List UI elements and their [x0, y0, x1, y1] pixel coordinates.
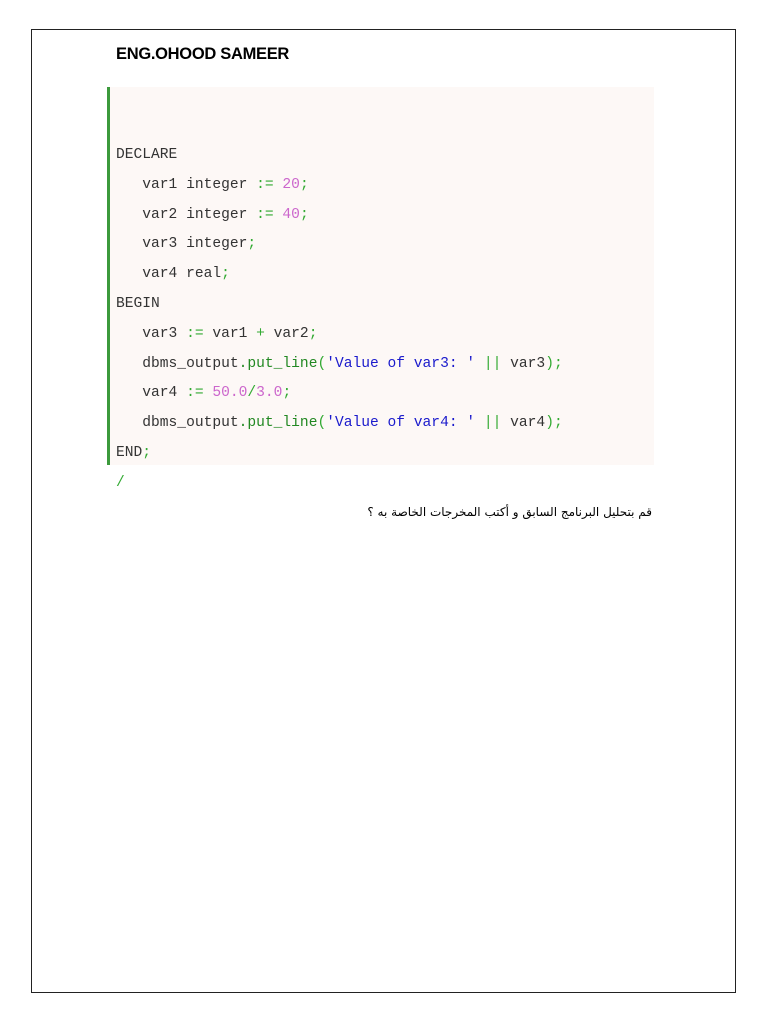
- keyword-end: END: [116, 445, 143, 461]
- semicolon: ;: [553, 415, 563, 431]
- indent: [116, 266, 142, 282]
- identifier: var1: [203, 326, 257, 342]
- code-line-print-var3: [116, 355, 563, 373]
- identifier: var3: [142, 326, 187, 342]
- indent: [116, 177, 142, 193]
- semicolon: ;: [299, 177, 309, 193]
- author-heading: ENG.OHOOD SAMEER: [116, 45, 290, 63]
- identifier: var3: [501, 356, 546, 372]
- string-literal: 'Value of var3: ': [326, 356, 476, 372]
- keyword-declare: DECLARE: [116, 147, 178, 163]
- assign-operator: :=: [186, 326, 204, 342]
- dot: .: [238, 356, 248, 372]
- code-line-print-var4: [116, 414, 563, 432]
- code-line-begin: [116, 295, 160, 313]
- indent: [116, 326, 142, 342]
- semicolon: ;: [247, 236, 257, 252]
- var-declaration: var2 integer: [142, 207, 257, 223]
- indent: [116, 415, 142, 431]
- semicolon: ;: [308, 326, 318, 342]
- var-declaration: var1 integer: [142, 177, 257, 193]
- package-name: dbms_output: [142, 356, 239, 372]
- var-declaration: var3 integer: [142, 236, 248, 252]
- string-literal: 'Value of var4: ': [326, 415, 476, 431]
- code-line-sum: [116, 325, 317, 343]
- semicolon: ;: [221, 266, 230, 282]
- number-literal: 20: [282, 177, 300, 193]
- indent: [116, 207, 142, 223]
- var-declaration: var4 real: [142, 266, 222, 282]
- identifier: var2: [264, 326, 309, 342]
- code-line-slash: [116, 474, 125, 492]
- paren-open: (: [317, 415, 327, 431]
- indent: [116, 236, 142, 252]
- paren-close: ): [545, 415, 554, 431]
- space: [475, 415, 484, 431]
- concat-operator: ||: [483, 356, 502, 372]
- code-line-divide: [116, 384, 291, 402]
- semicolon: ;: [299, 207, 309, 223]
- number-literal: 3.0: [256, 385, 283, 401]
- code-line-var2: [116, 206, 309, 224]
- package-name: dbms_output: [142, 415, 239, 431]
- code-line-var3: [116, 235, 256, 253]
- semicolon: ;: [142, 445, 152, 461]
- assign-operator: :=: [256, 207, 274, 223]
- number-literal: 40: [282, 207, 300, 223]
- keyword-begin: BEGIN: [116, 296, 160, 312]
- number-literal: 50.0: [212, 385, 248, 401]
- code-line-var4: [116, 265, 230, 283]
- space: [475, 356, 484, 372]
- divide-operator: /: [247, 385, 257, 401]
- function-name: put_line: [247, 356, 318, 372]
- indent: [116, 385, 142, 401]
- code-line-declare: [116, 146, 177, 164]
- indent: [116, 356, 142, 372]
- function-name: put_line: [247, 415, 318, 431]
- code-line-var1: [116, 176, 309, 194]
- paren-close: ): [545, 356, 554, 372]
- concat-operator: ||: [483, 415, 502, 431]
- question-text: قم بتحليل البرنامج السابق و أكتب المخرجات الخاصة به ؟: [367, 505, 652, 519]
- plus-operator: +: [256, 326, 265, 342]
- semicolon: ;: [553, 356, 563, 372]
- dot: .: [238, 415, 248, 431]
- identifier: var4: [501, 415, 546, 431]
- paren-open: (: [317, 356, 327, 372]
- assign-operator: :=: [256, 177, 274, 193]
- identifier: var4: [142, 385, 187, 401]
- assign-operator: :=: [186, 385, 204, 401]
- execute-slash: /: [116, 475, 125, 491]
- semicolon: ;: [282, 385, 292, 401]
- code-line-end: [116, 444, 151, 462]
